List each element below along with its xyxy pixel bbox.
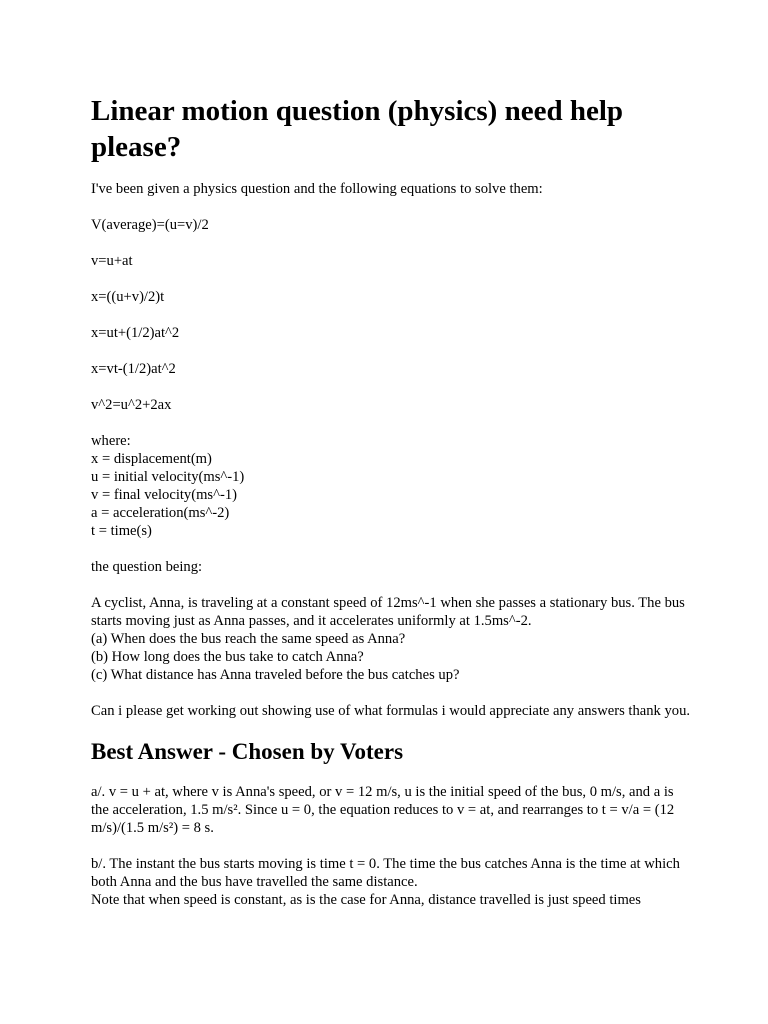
problem-statement <box>91 594 691 684</box>
equation-2: v=u+at <box>91 253 133 269</box>
definition-u: u = initial velocity(ms^-1) <box>91 469 245 485</box>
equation-1: V(average)=(u=v)/2 <box>91 217 209 233</box>
question-title: Linear motion question (physics) need help please? <box>91 95 624 163</box>
answer-part-b-line-2: Note that when speed is constant, as is the case for Anna, distance travelled is just speed times <box>91 892 641 908</box>
help-request: Can i please get working out showing use of what formulas i would appreciate any answers thank you. <box>91 703 691 719</box>
definition-t: t = time(s) <box>91 523 152 539</box>
problem-part-b: (b) How long does the bus take to catch Anna? <box>91 649 364 665</box>
question-being-label: the question being: <box>91 559 203 575</box>
question-intro: I've been given a physics question and the following equations to solve them: <box>91 181 543 197</box>
definition-v: v = final velocity(ms^-1) <box>91 487 237 503</box>
problem-part-a: (a) When does the bus reach the same speed as Anna? <box>91 631 406 647</box>
problem-scenario: A cyclist, Anna, is traveling at a constant speed of 12ms^-1 when she passes a stationary bus. The bus starts moving just as Anna passes, and it accelerates uniformly at 1.5ms^-2. <box>91 595 685 629</box>
equation-5: x=vt-(1/2)at^2 <box>91 361 176 377</box>
definition-x: x = displacement(m) <box>91 451 212 467</box>
variable-definitions <box>91 432 691 540</box>
problem-part-c: (c) What distance has Anna traveled before the bus catches up? <box>91 667 460 683</box>
where-label: where: <box>91 433 131 449</box>
answer-part-b <box>91 855 691 909</box>
equation-4: x=ut+(1/2)at^2 <box>91 325 180 341</box>
answer-part-b-line-1: b/. The instant the bus starts moving is time t = 0. The time the bus catches Anna is the time at which both Anna and the bus have travelled the same distance. <box>91 856 680 890</box>
document-page <box>91 93 691 927</box>
equation-3: x=((u+v)/2)t <box>91 289 165 305</box>
definition-a: a = acceleration(ms^-2) <box>91 505 230 521</box>
answer-part-a: a/. v = u + at, where v is Anna's speed, or v = 12 m/s, u is the initial speed of the bus, 0 m/s, and a is the acceleration, 1.5 m/s². Since u = 0, the equation reduces to v = at, and rearranges to t = v/a = (12 m/s)/(1.5 m/s²) = 8 s. <box>91 784 675 836</box>
best-answer-heading: Best Answer - Chosen by Voters <box>91 739 404 764</box>
equation-6: v^2=u^2+2ax <box>91 397 172 413</box>
